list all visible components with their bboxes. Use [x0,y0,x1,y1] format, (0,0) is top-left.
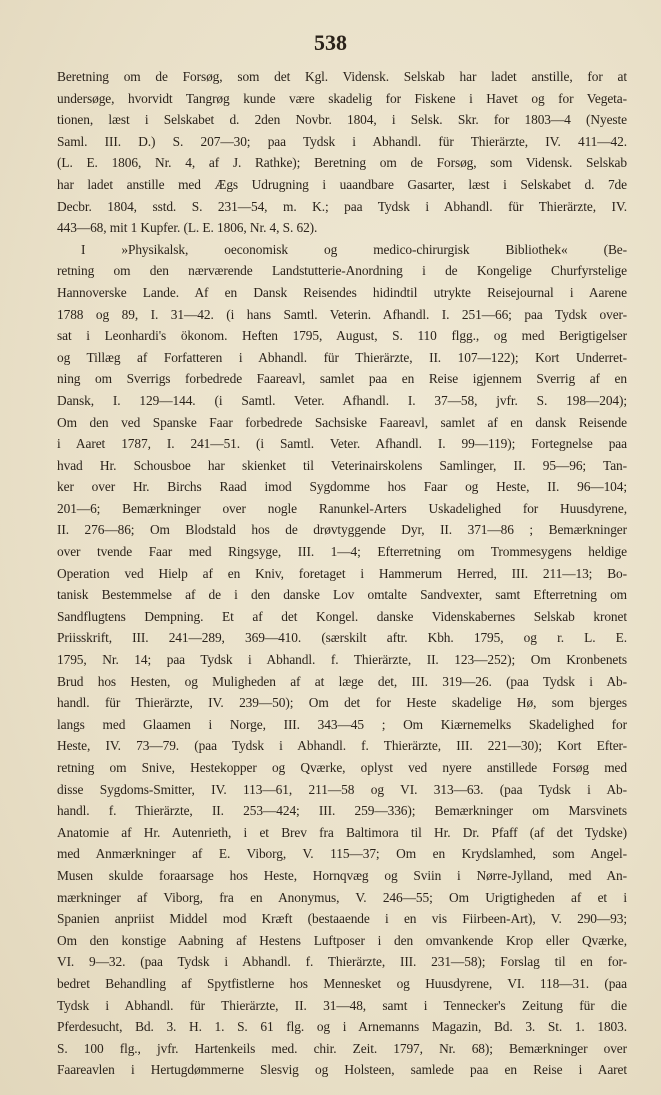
text-line: ning om Sverrigs forbedrede Faareavl, samlet paa en Reise igjennem Sverrig af en [57,371,627,387]
text-line: handl. für Thierärzte, IV. 239—50); Om det for Heste skadelige Hø, som bjerges [57,695,627,711]
text-line: handl. f. Thierärzte, II. 253—424; III. 259—336); Bemærkninger om Marsvinets [57,803,627,819]
text-line: Dansk, I. 129—144. (i Samtl. Veter. Afhandl. I. 37—58, jvfr. S. 198—204); [57,392,627,408]
text-line: sat i Leonhardi's ökonom. Heften 1795, August, S. 110 flgg., og med Berigtigelser [57,328,627,344]
text-line: Brud hos Hesten, og Muligheden af at læge det, III. 319—26. (paa Tydsk i Ab- [57,673,627,689]
text-line: Tydsk i Abhandl. für Thierärzte, II. 31—48, samt i Tennecker's Zeitung für die [57,997,627,1013]
text-line: over tvende Faar med Ringsyge, III. 1—4; Efterretning om Trommesygens heldige [57,544,627,560]
text-line: retning om den nærværende Landstutterie-Anordning i de Kongelige Churfyrstelige [57,263,627,279]
text-line: 443—68, mit 1 Kupfer. (L. E. 1806, Nr. 4, S. 62). [57,220,318,236]
text-line: retning om Snive, Hestekopper og Qværke, oplyst ved nyere anstillede Forsøg med [57,760,627,775]
text-line: Sandflugtens Dempning. Et af det Kongel. danske Videnskabernes Selskab kronet [57,608,627,624]
text-line: Saml. III. D.) S. 207—30; paa Tydsk i Abhandl. für Thierärzte, IV. 411—42. [57,133,627,149]
text-line: Faareavlen i Hertugdømmerne Slesvig og Holsteen, samlede paa en Reise i Aaret [57,1062,627,1078]
text-line: I »Physikalsk, oeconomisk og medico-chirurgisk Bibliothek« (Be- [81,241,627,257]
body-text [57,66,627,1081]
text-line: hvad Hr. Schousboe har skienket til Veterinairskolens Samlinger, II. 95—96; Tan- [57,457,627,473]
text-line: Beretning om de Forsøg, som det Kgl. Vidensk. Selskab har ladet anstille, for at [57,69,627,84]
text-line: VI. 9—32. (paa Tydsk i Abhandl. f. Thierärzte, III. 231—58); Forslag til en for- [57,954,627,970]
text-line: Decbr. 1804, sstd. S. 231—54, m. K.; paa Tydsk i Abhandl. für Thierärzte, IV. [57,198,627,214]
text-line: 1788 og 89, I. 31—42. (i hans Samtl. Veterin. Afhandl. I. 251—66; paa Tydsk over- [57,306,627,322]
text-line: mærkninger af Viborg, fra en Anonymus, V. 246—55; Om Urigtigheden af et i [57,889,627,905]
text-line: Hannoverske Lande. Af en Dansk Reisendes hidindtil utrykte Reisejournal i Aarene [57,284,627,300]
text-line: Spanien anpriist Middel mod Kræft (bestaaende i en vis Fiirbeen-Art), V. 290—93; [57,911,627,927]
text-line: Pferdesucht, Bd. 3. H. 1. S. 61 flg. og i Arnemanns Magazin, Bd. 3. St. 1. 1803. [57,1019,627,1035]
text-line: S. 100 flg., jvfr. Hartenkeils med. chir. Zeit. 1797, Nr. 68); Bemærkninger over [57,1040,627,1056]
text-line: Priisskrift, III. 241—289, 369—410. (særskilt aftr. Kbh. 1795, og r. L. E. [57,630,627,646]
text-line: bedret Behandling af Spytfistlerne hos Mennesket og Huusdyrene, VI. 118—31. (paa [57,975,627,991]
text-line: Anatomie af Hr. Autenrieth, i et Brev fra Baltimora til Hr. Dr. Pfaff (af det Tydske) [57,824,627,840]
text-line: ker over Hr. Birchs Raad imod Sygdomme hos Faar og Heste, II. 96—104; [57,479,627,495]
text-line: Om den konstige Aabning af Hestens Luftposer i den omvankende Krop eller Qværke, [57,932,627,948]
text-line: langs med Glaamen i Norge, III. 343—45 ; Om Kiærnemelks Skadelighed for [57,716,627,732]
text-line: Operation ved Hielp af en Kniv, foretaget i Hammerum Herred, III. 211—13; Bo- [57,565,627,581]
text-line: II. 276—86; Om Blodstald hos de drøvtyggende Dyr, II. 371—86 ; Bemærkninger [57,522,627,538]
text-line: Heste, IV. 73—79. (paa Tydsk i Abhandl. f. Thierärzte, III. 221—30); Kort Efter- [57,738,627,754]
text-line: (L. E. 1806, Nr. 4, af J. Rathke); Beretning om de Forsøg, som Vidensk. Selskab [57,155,627,171]
page-number: 538 [314,30,347,55]
text-line: i Aaret 1787, I. 241—51. (i Samtl. Veter. Afhandl. I. 99—119); Fortegnelse paa [57,436,627,452]
text-line: og Tillæg af Forfatteren i Abhandl. für Thierärzte, II. 107—122); Kort Underret- [57,349,627,365]
text-line: 201—6; Bemærkninger over nogle Ranunkel-Arters Uskadelighed for Huusdyrene, [57,500,627,516]
text-line: tanisk Bestemmelse af de i den danske Lov omtalte Sandvexter, samt Efterretning om [57,587,627,603]
text-line: disse Sygdoms-Smitter, IV. 113—61, 211—58 og VI. 313—63. (paa Tydsk i Ab- [57,781,627,797]
text-line: undersøge, hvorvidt Tangrøg kunde være skadelig for Fiskene i Havet og for Vegeta- [57,90,627,106]
text-line: Om den ved Spanske Faar forbedrede Sachsiske Faareavl, samlet af en dansk Reisende [57,414,627,430]
text-line: har ladet anstille med Ægs Udrugning i uaandbare Gasarter, læst i Selskabet d. 7de [57,176,627,192]
text-line: 1795, Nr. 14; paa Tydsk i Abhandl. f. Thierärzte, II. 123—252); Om Kronbenets [57,652,627,668]
text-line: med Anmærkninger af E. Viborg, V. 115—37; Om en Krydslamhed, som Angel- [57,846,627,862]
text-line: tionen, læst i Selskabet d. 2den Novbr. 1804, i Selsk. Skr. for 1803—4 (Nyeste [57,112,627,128]
text-line: Musen skulde foraarsage hos Heste, Hornqvæg og Sviin i Nørre-Jylland, med An- [57,867,627,883]
